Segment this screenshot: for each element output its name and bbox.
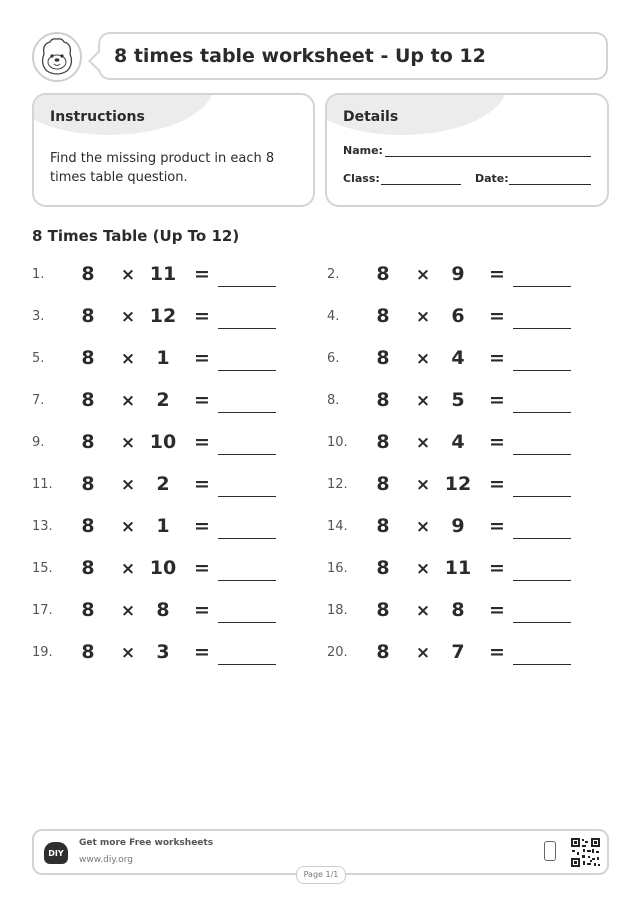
answer-blank[interactable]	[513, 580, 571, 581]
answer-blank[interactable]	[218, 370, 276, 371]
answer-blank[interactable]	[218, 664, 276, 665]
question-number: 12.	[327, 477, 348, 492]
equals-sign: =	[489, 599, 505, 621]
answer-blank[interactable]	[513, 538, 571, 539]
question-number: 19.	[32, 645, 53, 660]
question-item	[32, 549, 322, 589]
question-item	[32, 591, 322, 631]
answer-blank[interactable]	[218, 328, 276, 329]
question-number: 14.	[327, 519, 348, 534]
question-number: 7.	[32, 393, 45, 408]
equals-sign: =	[194, 515, 210, 537]
multiplicand: 8	[81, 473, 95, 495]
question-number: 5.	[32, 351, 45, 366]
answer-blank[interactable]	[218, 538, 276, 539]
equals-sign: =	[194, 557, 210, 579]
title-banner	[98, 32, 608, 80]
question-item	[327, 549, 617, 589]
equals-sign: =	[194, 473, 210, 495]
details-heading: Details	[343, 109, 399, 125]
question-item	[32, 423, 322, 463]
question-number: 15.	[32, 561, 53, 576]
multiplier: 4	[451, 431, 465, 453]
question-item	[327, 297, 617, 337]
instructions-heading: Instructions	[50, 109, 145, 125]
question-item	[327, 339, 617, 379]
multiply-sign: ×	[415, 601, 431, 621]
multiplicand: 8	[81, 263, 95, 285]
multiplicand: 8	[376, 263, 390, 285]
multiply-sign: ×	[415, 559, 431, 579]
page-title: 8 times table worksheet - Up to 12	[114, 45, 486, 67]
multiplier: 2	[156, 473, 170, 495]
answer-blank[interactable]	[513, 328, 571, 329]
answer-blank[interactable]	[513, 496, 571, 497]
multiplier: 3	[156, 641, 170, 663]
date-field[interactable]	[509, 184, 591, 185]
multiplier: 4	[451, 347, 465, 369]
question-item	[32, 339, 322, 379]
diy-logo-icon: DIY	[44, 842, 68, 864]
page-indicator: Page 1/1	[296, 866, 346, 884]
equals-sign: =	[194, 263, 210, 285]
question-number: 3.	[32, 309, 45, 324]
multiplicand: 8	[81, 557, 95, 579]
question-item	[327, 633, 617, 673]
class-label: Class:	[343, 172, 380, 185]
question-number: 11.	[32, 477, 53, 492]
equals-sign: =	[194, 347, 210, 369]
answer-blank[interactable]	[513, 286, 571, 287]
question-item	[327, 465, 617, 505]
multiply-sign: ×	[120, 601, 136, 621]
multiplier: 11	[444, 557, 472, 579]
question-item	[32, 465, 322, 505]
question-item	[32, 381, 322, 421]
multiplier: 10	[149, 557, 177, 579]
question-item	[32, 633, 322, 673]
equals-sign: =	[489, 431, 505, 453]
multiplicand: 8	[81, 347, 95, 369]
multiplier: 1	[156, 515, 170, 537]
multiplier: 9	[451, 263, 465, 285]
multiply-sign: ×	[415, 517, 431, 537]
answer-blank[interactable]	[513, 454, 571, 455]
instructions-card	[32, 93, 315, 207]
details-card	[325, 93, 609, 207]
bear-mascot-icon	[32, 32, 82, 82]
class-field[interactable]	[381, 184, 461, 185]
question-number: 16.	[327, 561, 348, 576]
multiplier: 9	[451, 515, 465, 537]
question-number: 13.	[32, 519, 53, 534]
name-label: Name:	[343, 144, 383, 157]
question-number: 2.	[327, 267, 340, 282]
answer-blank[interactable]	[513, 412, 571, 413]
multiplicand: 8	[376, 515, 390, 537]
multiply-sign: ×	[120, 349, 136, 369]
question-item	[327, 381, 617, 421]
question-item	[32, 255, 322, 295]
equals-sign: =	[194, 305, 210, 327]
phone-icon	[544, 841, 556, 861]
question-number: 10.	[327, 435, 348, 450]
multiplicand: 8	[376, 431, 390, 453]
question-item	[32, 297, 322, 337]
multiplicand: 8	[376, 641, 390, 663]
multiply-sign: ×	[415, 475, 431, 495]
question-number: 6.	[327, 351, 340, 366]
multiply-sign: ×	[120, 517, 136, 537]
multiplicand: 8	[376, 557, 390, 579]
question-number: 8.	[327, 393, 340, 408]
multiplicand: 8	[81, 515, 95, 537]
answer-blank[interactable]	[218, 286, 276, 287]
multiplier: 12	[444, 473, 472, 495]
instructions-text: Find the missing product in each 8 times table question.	[50, 151, 275, 185]
multiply-sign: ×	[415, 307, 431, 327]
multiply-sign: ×	[415, 349, 431, 369]
multiplicand: 8	[376, 473, 390, 495]
multiplicand: 8	[81, 641, 95, 663]
answer-blank[interactable]	[513, 622, 571, 623]
answer-blank[interactable]	[513, 664, 571, 665]
multiplicand: 8	[81, 305, 95, 327]
multiplicand: 8	[81, 599, 95, 621]
equals-sign: =	[489, 347, 505, 369]
multiply-sign: ×	[120, 643, 136, 663]
answer-blank[interactable]	[218, 622, 276, 623]
question-item	[327, 591, 617, 631]
multiply-sign: ×	[120, 265, 136, 285]
multiplicand: 8	[376, 305, 390, 327]
multiply-sign: ×	[120, 433, 136, 453]
question-number: 20.	[327, 645, 348, 660]
multiplier: 10	[149, 431, 177, 453]
equals-sign: =	[194, 389, 210, 411]
answer-blank[interactable]	[218, 580, 276, 581]
equals-sign: =	[489, 305, 505, 327]
multiplicand: 8	[81, 389, 95, 411]
equals-sign: =	[489, 389, 505, 411]
equals-sign: =	[194, 431, 210, 453]
multiply-sign: ×	[415, 643, 431, 663]
multiplicand: 8	[376, 599, 390, 621]
qr-code-icon	[570, 837, 601, 868]
multiply-sign: ×	[120, 307, 136, 327]
answer-blank[interactable]	[218, 454, 276, 455]
multiply-sign: ×	[120, 475, 136, 495]
equals-sign: =	[194, 599, 210, 621]
equals-sign: =	[489, 557, 505, 579]
question-item	[32, 507, 322, 547]
equals-sign: =	[489, 515, 505, 537]
equals-sign: =	[489, 641, 505, 663]
multiply-sign: ×	[120, 391, 136, 411]
equals-sign: =	[489, 263, 505, 285]
date-label: Date:	[475, 172, 509, 185]
equals-sign: =	[194, 641, 210, 663]
multiplier: 1	[156, 347, 170, 369]
answer-blank[interactable]	[218, 412, 276, 413]
question-number: 18.	[327, 603, 348, 618]
multiplier: 6	[451, 305, 465, 327]
question-item	[327, 423, 617, 463]
footer-link[interactable]: www.diy.org	[79, 855, 133, 865]
multiply-sign: ×	[120, 559, 136, 579]
multiply-sign: ×	[415, 265, 431, 285]
multiplier: 12	[149, 305, 177, 327]
question-number: 9.	[32, 435, 45, 450]
multiplier: 2	[156, 389, 170, 411]
question-item	[327, 255, 617, 295]
multiplier: 8	[451, 599, 465, 621]
question-number: 1.	[32, 267, 45, 282]
multiplicand: 8	[376, 389, 390, 411]
multiplier: 8	[156, 599, 170, 621]
multiplicand: 8	[81, 431, 95, 453]
multiply-sign: ×	[415, 433, 431, 453]
footer-promo-text: Get more Free worksheets	[79, 838, 214, 848]
question-item	[327, 507, 617, 547]
multiplicand: 8	[376, 347, 390, 369]
question-number: 4.	[327, 309, 340, 324]
multiplier: 7	[451, 641, 465, 663]
multiplier: 5	[451, 389, 465, 411]
multiplier: 11	[149, 263, 177, 285]
answer-blank[interactable]	[218, 496, 276, 497]
multiply-sign: ×	[415, 391, 431, 411]
answer-blank[interactable]	[513, 370, 571, 371]
equals-sign: =	[489, 473, 505, 495]
section-title: 8 Times Table (Up To 12)	[32, 227, 240, 245]
question-number: 17.	[32, 603, 53, 618]
name-field[interactable]	[385, 156, 591, 157]
